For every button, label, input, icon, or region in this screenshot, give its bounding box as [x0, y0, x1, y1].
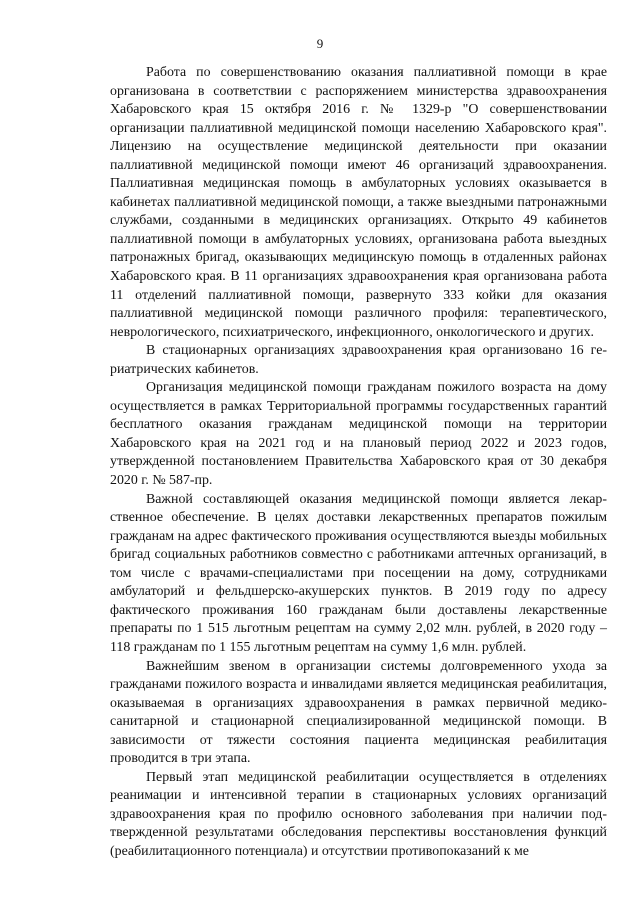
paragraph-rehabilitation: Важнейшим звеном в организации системы долговременного ухода за гражданами пожилого возраста и инвалидами является медицинская реабилитация, оказываемая в организациях здравоохранения в рамках первичной медико-санитарной и стационарной специализированной медицинской помощи. В зависимости от тяжести состояния пациента медицинская реабилитация проводится в три этапа.	[110, 658, 607, 767]
paragraph-home-care: Организация медицинской помощи гражданам пожилого возраста на дому осуществляется в рамках Территориальной программы государственных гарантий бесплатного оказания гражданам медицинской помощи на территории Хабаровского края на 2021 год и на плановый период 2022 и 2023 годов, утвержденной постановлением Правительства Хабаровского края от 30 декабря 2020 г. № 587-пр.	[110, 380, 607, 489]
page-number: 9	[316, 36, 324, 51]
paragraph-drug-supply: Важной составляющей оказания медицинской помощи является лекарственное обеспечение. В целях доставки лекарственных препаратов пожилым гражданам на адрес фактического проживания осуществляются выезды мобильных бригад социальных работников совместно с работниками аптечных организаций, в том числе с врачами-специалистами при посещении на дому, сотрудниками амбулаторий и фельдшерско-акушерских пунктов. В 2019 году по адресу фактического проживания 160 гражданам были доставлены лекарственные препараты по 1 515 льготным рецептам на сумму 2,02 млн. рублей, в 2020 году – 118 гражданам по 1 155 льготным рецептам на сумму 1,6 млн. рублей.	[110, 491, 607, 655]
body-text	[110, 64, 607, 862]
paragraph-palliative-care: Работа по совершенствованию оказания паллиативной помощи в крае организована в соответствии с распоряжением министерства здравоохранения Хабаровского края 15 октября 2016 г. № 1329-р "О совершенствовании организации паллиативной медицинской помощи населению Хабаровского края". Лицензию на осуществление медицинской деятельности при оказании паллиативной медицинской помощи имеют 46 организаций здравоохранения. Паллиативная медицинская помощь в амбулаторных условиях оказывается в кабинетах паллиативной медицинской помощи, а также выездными патронажными службами, созданными в медицинских организациях. Открыто 49 кабинетов паллиативной помощи в амбулаторных условиях, организована работа выездных патронажных бригад, оказывающих медицинскую помощь в отдаленных районах Хабаровского края. В 11 организациях здравоохранения края организована работа 11 отделений паллиативной помощи, развернуто 333 койки для оказания паллиативной медицинской помощи различного профиля: терапевтического, неврологического, психиатрического, инфекционного, онкологического и других.	[110, 65, 607, 340]
paragraph-geriatric-offices: В стационарных организациях здравоохранения края организовано 16 гериатрических кабинетов.	[110, 343, 607, 377]
paragraph-first-stage: Первый этап медицинской реабилитации осуществляется в отделениях реанимации и интенсивной терапии в стационарных условиях организаций здравоохранения края по профилю основного заболевания при наличии подтвержденной результатами обследования перспективы восстановления функций (реабилитационного потенциала) и отсутствии противопоказаний к ме	[110, 769, 607, 859]
